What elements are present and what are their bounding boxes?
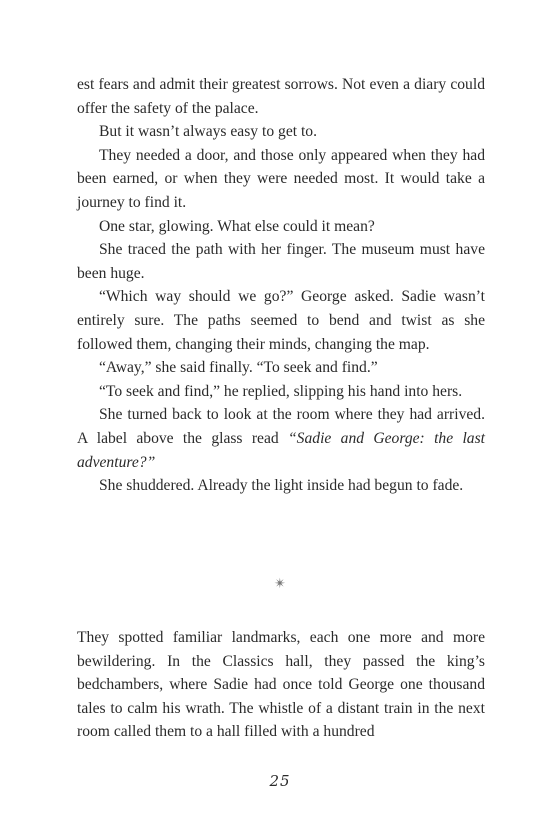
exhibit-label-quote: “Sadie and George: the last adventure?”	[77, 429, 485, 471]
paragraph-with-label	[77, 403, 485, 474]
paragraph: “Away,” she said finally. “To seek and find.”	[99, 359, 378, 377]
section-break-star-icon: ✴	[274, 576, 286, 592]
paragraph-text: She turned back to look at the room where they had arrived. A label above the glass read	[77, 406, 485, 447]
paragraph: She traced the path with her finger. The museum must have been huge.	[77, 241, 485, 282]
paragraph: est fears and admit their greatest sorrows. Not even a diary could offer the safety of the palace.	[77, 76, 485, 117]
paragraph: They needed a door, and those only appeared when they had been earned, or when they were needed most. It would take a journey to find it.	[77, 146, 485, 211]
paragraph: “Which way should we go?” George asked. Sadie wasn’t entirely sure. The paths seemed to bend and twist as she followed them, changing their minds, changing the map.	[77, 288, 485, 353]
text-block-top	[77, 73, 485, 498]
paragraph: “To seek and find,” he replied, slipping his hand into hers.	[99, 382, 463, 400]
paragraph: But it wasn’t always easy to get to.	[99, 123, 317, 141]
paragraph: They spotted familiar landmarks, each one more and more bewildering. In the Classics hall, they passed the king’s bedchambers, where Sadie had once told George one thousand tales to calm his wrath. The whistle of a distant train in the next room called them to a hall filled with a hundred	[77, 629, 485, 741]
text-block-bottom	[77, 626, 485, 744]
paragraph: One star, glowing. What else could it mean?	[99, 217, 375, 235]
page-number: 25	[269, 772, 291, 790]
paragraph: She shuddered. Already the light inside had begun to fade.	[99, 477, 464, 495]
